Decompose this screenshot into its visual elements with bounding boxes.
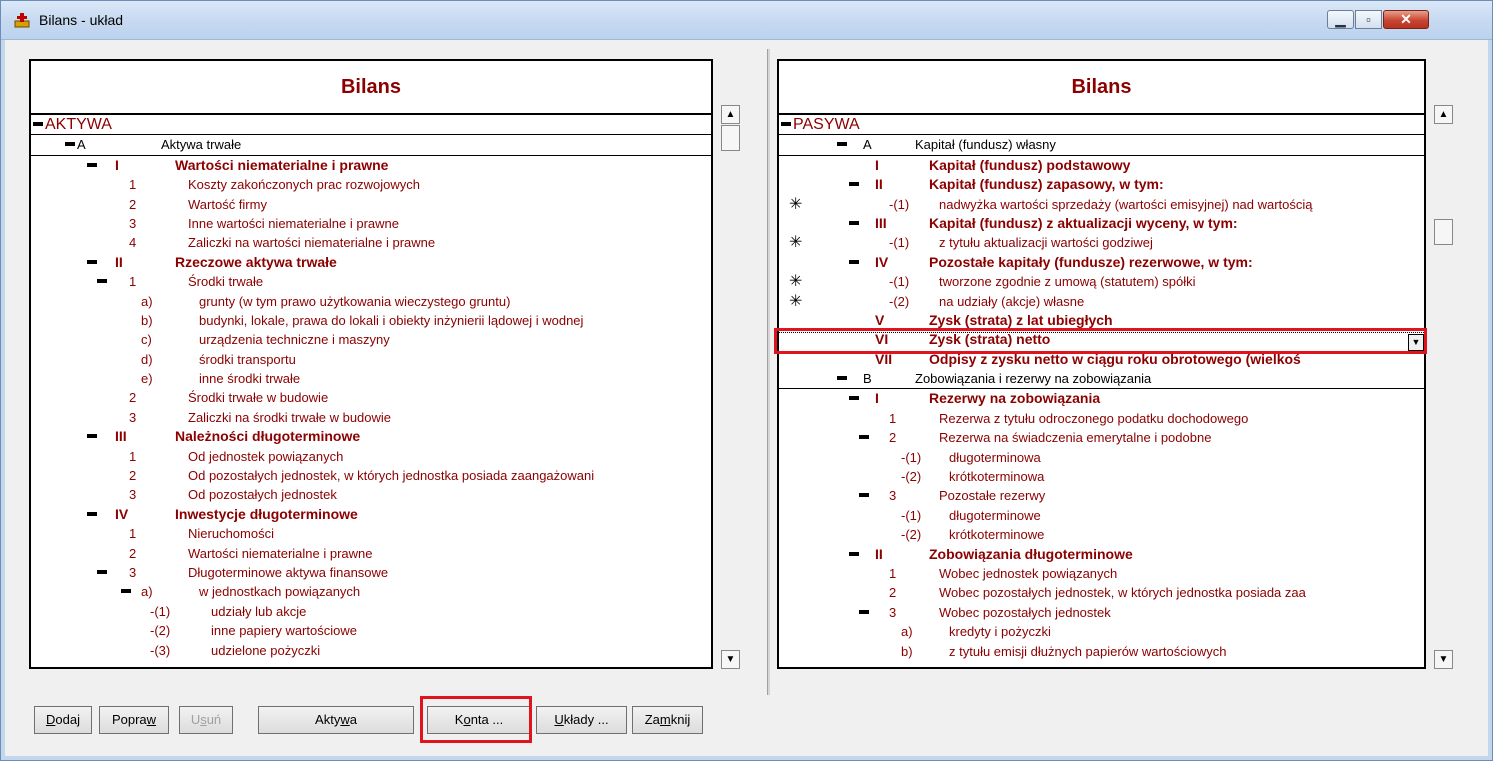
panel-divider[interactable] — [767, 49, 770, 695]
row-label: Rezerwa z tytułu odroczonego podatku dochodowego — [939, 410, 1249, 426]
collapse-icon[interactable] — [849, 552, 859, 556]
tree-row[interactable] — [779, 642, 1424, 661]
row-number: d) — [141, 351, 153, 367]
row-label: Pozostałe kapitały (fundusze) rezerwowe, w tym: — [929, 253, 1253, 270]
tree-row[interactable] — [779, 564, 1424, 583]
tree-row[interactable] — [779, 115, 1424, 135]
row-label: Koszty zakończonych prac rozwojowych — [188, 177, 420, 193]
row-label: krótkoterminowe — [949, 527, 1045, 543]
row-number: 1 — [129, 177, 137, 193]
popraw-button[interactable]: Popraw — [99, 706, 169, 734]
row-label: Rezerwa na świadczenia emerytalne i podobne — [939, 430, 1212, 446]
maximize-button[interactable] — [1355, 10, 1382, 29]
row-label: Zobowiązania i rezerwy na zobowiązania — [915, 371, 1152, 387]
row-number: -(1) — [901, 507, 922, 523]
row-label: Rzeczowe aktywa trwałe — [175, 253, 337, 270]
tree-row[interactable] — [31, 621, 711, 640]
row-label: Wobec jednostek powiązanych — [939, 565, 1118, 581]
scroll-up-icon[interactable]: ▲ — [1434, 105, 1453, 124]
tree-row[interactable] — [779, 603, 1424, 622]
row-number: 2 — [129, 468, 137, 484]
collapse-icon[interactable] — [781, 122, 791, 126]
balance-app-icon — [13, 12, 31, 28]
row-number: II — [875, 176, 883, 193]
row-number: 2 — [889, 585, 897, 601]
tree-row[interactable] — [31, 582, 711, 601]
collapse-icon[interactable] — [837, 376, 847, 380]
tree-row[interactable] — [31, 544, 711, 563]
row-label: PASYWA — [793, 116, 860, 133]
collapse-icon[interactable] — [87, 512, 97, 516]
tree-row[interactable] — [779, 369, 1424, 389]
asterisk-icon: ✳ — [789, 273, 803, 291]
aktywa-button[interactable]: Aktywa — [258, 706, 414, 734]
collapse-icon[interactable] — [121, 589, 131, 593]
row-label: z tytułu aktualizacji wartości godziwej — [939, 235, 1153, 251]
tree-row[interactable] — [779, 292, 1424, 311]
tree-row[interactable] — [31, 311, 711, 330]
tree-row[interactable] — [31, 330, 711, 349]
row-label: krótkoterminowa — [949, 469, 1045, 485]
scroll-down-icon[interactable]: ▼ — [721, 650, 740, 669]
row-label: nadwyżka wartości sprzedaży (wartości emisyjnej) nad wartością — [939, 196, 1313, 212]
tree-row[interactable] — [779, 545, 1424, 564]
row-label: Odpisy z zysku netto w ciągu roku obrotowego (wielkoś — [929, 350, 1301, 367]
tree-row[interactable] — [779, 467, 1424, 486]
row-number: I — [875, 156, 879, 173]
row-dropdown-icon[interactable]: ▼ — [1408, 334, 1424, 351]
row-label: budynki, lokale, prawa do lokali i obiekty inżynierii lądowej i wodnej — [199, 312, 584, 328]
row-number: 2 — [129, 196, 137, 212]
tree-row[interactable] — [31, 466, 711, 485]
window-title: Bilans - układ — [39, 12, 124, 28]
row-label: Kapitał (fundusz) zapasowy, w tym: — [929, 176, 1164, 193]
collapse-icon[interactable] — [849, 396, 859, 400]
row-number: I — [875, 390, 879, 407]
row-label: Inwestycje długoterminowe — [175, 505, 358, 522]
highlight-selected-row — [774, 328, 1427, 354]
row-number: 1 — [889, 410, 897, 426]
row-label: Wobec pozostałych jednostek — [939, 604, 1111, 620]
tree-row[interactable] — [779, 583, 1424, 602]
row-label: w jednostkach powiązanych — [199, 584, 361, 600]
row-label: tworzone zgodnie z umową (statutem) spółki — [939, 274, 1196, 290]
row-number: I — [115, 156, 119, 173]
collapse-icon[interactable] — [65, 142, 75, 146]
row-number: 2 — [129, 545, 137, 561]
row-number: II — [875, 545, 883, 562]
row-label: Zaliczki na wartości niematerialne i prawne — [188, 235, 436, 251]
row-label: Środki trwałe — [188, 274, 264, 290]
asterisk-icon: ✳ — [789, 234, 803, 252]
collapse-icon[interactable] — [859, 610, 869, 614]
row-label: Kapitał (fundusz) własny — [915, 137, 1056, 153]
tree-row[interactable] — [779, 175, 1424, 194]
tree-row[interactable] — [31, 485, 711, 504]
tree-row[interactable] — [779, 486, 1424, 505]
row-number: IV — [115, 505, 129, 522]
row-number: 1 — [889, 565, 897, 581]
row-label: inne papiery wartościowe — [211, 623, 357, 639]
row-label: Należności długoterminowe — [175, 428, 361, 445]
row-label: na udziały (akcje) własne — [939, 293, 1085, 309]
assets-panel — [29, 59, 713, 669]
row-number: 3 — [889, 604, 897, 620]
row-number: -(1) — [889, 235, 910, 251]
tree-row[interactable] — [779, 272, 1424, 291]
minimize-button[interactable] — [1327, 10, 1354, 29]
collapse-icon[interactable] — [837, 142, 847, 146]
tree-row[interactable] — [31, 175, 711, 194]
row-number: c) — [141, 332, 152, 348]
row-number: B — [863, 371, 872, 387]
tree-row[interactable] — [779, 525, 1424, 544]
highlight-konta-button — [420, 696, 532, 743]
row-label: AKTYWA — [45, 116, 112, 133]
close-button[interactable] — [1383, 10, 1429, 29]
collapse-icon[interactable] — [849, 182, 859, 186]
row-label: Inne wartości niematerialne i prawne — [188, 215, 399, 231]
collapse-icon[interactable] — [849, 221, 859, 225]
tree-row[interactable] — [31, 214, 711, 233]
row-number: V — [875, 311, 885, 328]
row-label: Rezerwy na zobowiązania — [929, 390, 1101, 407]
tree-row[interactable] — [31, 135, 711, 155]
assets-panel-title: Bilans — [31, 61, 711, 115]
row-label: Pozostałe rezerwy — [939, 488, 1046, 504]
tree-row[interactable] — [779, 253, 1424, 272]
maximize-icon: ▫ — [1366, 12, 1371, 27]
row-number: 1 — [129, 274, 137, 290]
tree-row[interactable] — [31, 447, 711, 466]
liabilities-tree — [779, 115, 1424, 661]
tree-row[interactable] — [31, 272, 711, 291]
row-label: udziały lub akcje — [211, 603, 307, 619]
uklady-button[interactable]: Układy ... — [536, 706, 627, 734]
collapse-icon[interactable] — [33, 122, 43, 126]
collapse-icon[interactable] — [87, 163, 97, 167]
row-label: grunty (w tym prawo użytkowania wieczystego gruntu) — [199, 293, 511, 309]
row-number: a) — [141, 293, 153, 309]
row-number: -(1) — [889, 196, 910, 212]
tree-row[interactable] — [779, 195, 1424, 214]
row-number: a) — [141, 584, 153, 600]
tree-row[interactable] — [779, 233, 1424, 252]
row-label: Kapitał (fundusz) z aktualizacji wyceny, w tym: — [929, 214, 1238, 231]
tree-row[interactable] — [31, 156, 711, 175]
row-label: udzielone pożyczki — [211, 642, 321, 658]
tree-row[interactable] — [779, 622, 1424, 641]
row-number: III — [875, 214, 887, 231]
tree-row[interactable] — [31, 602, 711, 621]
row-number: VI — [875, 331, 889, 348]
row-number: 3 — [129, 487, 137, 503]
tree-row[interactable] — [779, 506, 1424, 525]
tree-row[interactable] — [31, 292, 711, 311]
row-number: b) — [901, 643, 913, 659]
row-label: Długoterminowe aktywa finansowe — [188, 564, 389, 580]
row-number: II — [115, 253, 123, 270]
usun-button[interactable]: Usuń — [179, 706, 233, 734]
collapse-icon[interactable] — [87, 434, 97, 438]
collapse-icon[interactable] — [97, 570, 107, 574]
row-label: Wartości niematerialne i prawne — [188, 545, 373, 561]
row-label: Zysk (strata) netto — [929, 331, 1051, 348]
scroll-thumb[interactable] — [721, 125, 740, 151]
row-number: -(3) — [150, 642, 171, 658]
row-label: Od pozostałych jednostek — [188, 487, 337, 503]
row-number: A — [77, 137, 86, 153]
row-number: VII — [875, 350, 893, 367]
tree-row[interactable] — [31, 388, 711, 407]
row-number: -(2) — [889, 293, 910, 309]
row-label: urządzenia techniczne i maszyny — [199, 332, 390, 348]
tree-row[interactable] — [779, 389, 1424, 408]
row-label: Od pozostałych jednostek, w których jednostka posiada zaangażowani — [188, 468, 595, 484]
row-label: Kapitał (fundusz) podstawowy — [929, 156, 1131, 173]
row-number: -(1) — [889, 274, 910, 290]
row-number: IV — [875, 253, 889, 270]
konta-button[interactable]: Konta ... — [427, 706, 531, 734]
tree-row[interactable] — [779, 214, 1424, 233]
row-number: -(2) — [901, 469, 922, 485]
row-label: Wobec pozostałych jednostek, w których jednostka posiada zaa — [939, 585, 1306, 601]
row-label: z tytułu emisji dłużnych papierów wartościowych — [949, 643, 1227, 659]
scroll-thumb[interactable] — [1434, 219, 1453, 245]
row-number: -(2) — [150, 623, 171, 639]
assets-tree — [31, 115, 711, 660]
row-label: Aktywa trwałe — [161, 137, 242, 153]
row-number: e) — [141, 371, 153, 387]
row-label: Nieruchomości — [188, 526, 274, 542]
tree-row[interactable] — [31, 505, 711, 524]
zamknij-button[interactable]: Zamknij — [632, 706, 703, 734]
collapse-icon[interactable] — [849, 260, 859, 264]
row-number: 1 — [129, 526, 137, 542]
collapse-icon[interactable] — [87, 260, 97, 264]
tree-row[interactable] — [31, 524, 711, 543]
tree-row[interactable] — [31, 408, 711, 427]
row-label: długoterminowe — [949, 507, 1041, 523]
collapse-icon[interactable] — [859, 493, 869, 497]
tree-row[interactable] — [31, 641, 711, 660]
tree-row[interactable] — [779, 135, 1424, 155]
liabilities-panel — [777, 59, 1426, 669]
collapse-icon[interactable] — [859, 435, 869, 439]
row-number: 3 — [129, 215, 137, 231]
row-label: kredyty i pożyczki — [949, 624, 1051, 640]
row-number: 4 — [129, 235, 137, 251]
tree-row[interactable] — [31, 233, 711, 252]
row-number: III — [115, 428, 127, 445]
row-number: -(1) — [150, 603, 171, 619]
minimize-icon: ▁ — [1335, 12, 1346, 27]
asterisk-icon: ✳ — [789, 292, 803, 310]
tree-row[interactable] — [31, 115, 711, 135]
tree-row[interactable] — [779, 409, 1424, 428]
row-label: Zaliczki na środki trwałe w budowie — [188, 409, 392, 425]
asterisk-icon: ✳ — [789, 195, 803, 213]
dodaj-button[interactable]: Dodaj — [34, 706, 92, 734]
liabilities-panel-title: Bilans — [779, 61, 1424, 115]
tree-row[interactable] — [31, 253, 711, 272]
title-bar[interactable] — [1, 1, 1492, 40]
scroll-down-icon[interactable]: ▼ — [1434, 650, 1453, 669]
row-label: Od jednostek powiązanych — [188, 448, 344, 464]
row-number: 2 — [129, 390, 137, 406]
tree-row[interactable] — [31, 427, 711, 446]
row-number: 2 — [889, 430, 897, 446]
row-label: Wartość firmy — [188, 196, 267, 212]
row-number: 3 — [129, 409, 137, 425]
row-label: Zysk (strata) z lat ubiegłych — [929, 311, 1113, 328]
row-number: a) — [901, 624, 913, 640]
tree-row[interactable] — [31, 563, 711, 582]
tree-row[interactable] — [31, 369, 711, 388]
close-icon: ✕ — [1400, 11, 1412, 27]
tree-row[interactable] — [31, 350, 711, 369]
row-number: -(1) — [901, 449, 922, 465]
row-number: A — [863, 137, 872, 153]
row-label: inne środki trwałe — [199, 371, 301, 387]
collapse-icon[interactable] — [97, 279, 107, 283]
assets-scrollbar[interactable] — [721, 105, 740, 669]
tree-row[interactable] — [31, 195, 711, 214]
row-number: b) — [141, 312, 153, 328]
row-number: 1 — [129, 448, 137, 464]
row-number: -(2) — [901, 527, 922, 543]
tree-row[interactable] — [779, 428, 1424, 447]
row-label: środki transportu — [199, 351, 296, 367]
scroll-up-icon[interactable]: ▲ — [721, 105, 740, 124]
row-label: Zobowiązania długoterminowe — [929, 545, 1133, 562]
liabilities-scrollbar[interactable] — [1434, 105, 1453, 669]
tree-row[interactable] — [779, 448, 1424, 467]
row-label: Środki trwałe w budowie — [188, 390, 329, 406]
row-number: 3 — [129, 564, 137, 580]
row-label: długoterminowa — [949, 449, 1041, 465]
row-number: 3 — [889, 488, 897, 504]
tree-row[interactable] — [779, 156, 1424, 175]
row-label: Wartości niematerialne i prawne — [175, 156, 389, 173]
